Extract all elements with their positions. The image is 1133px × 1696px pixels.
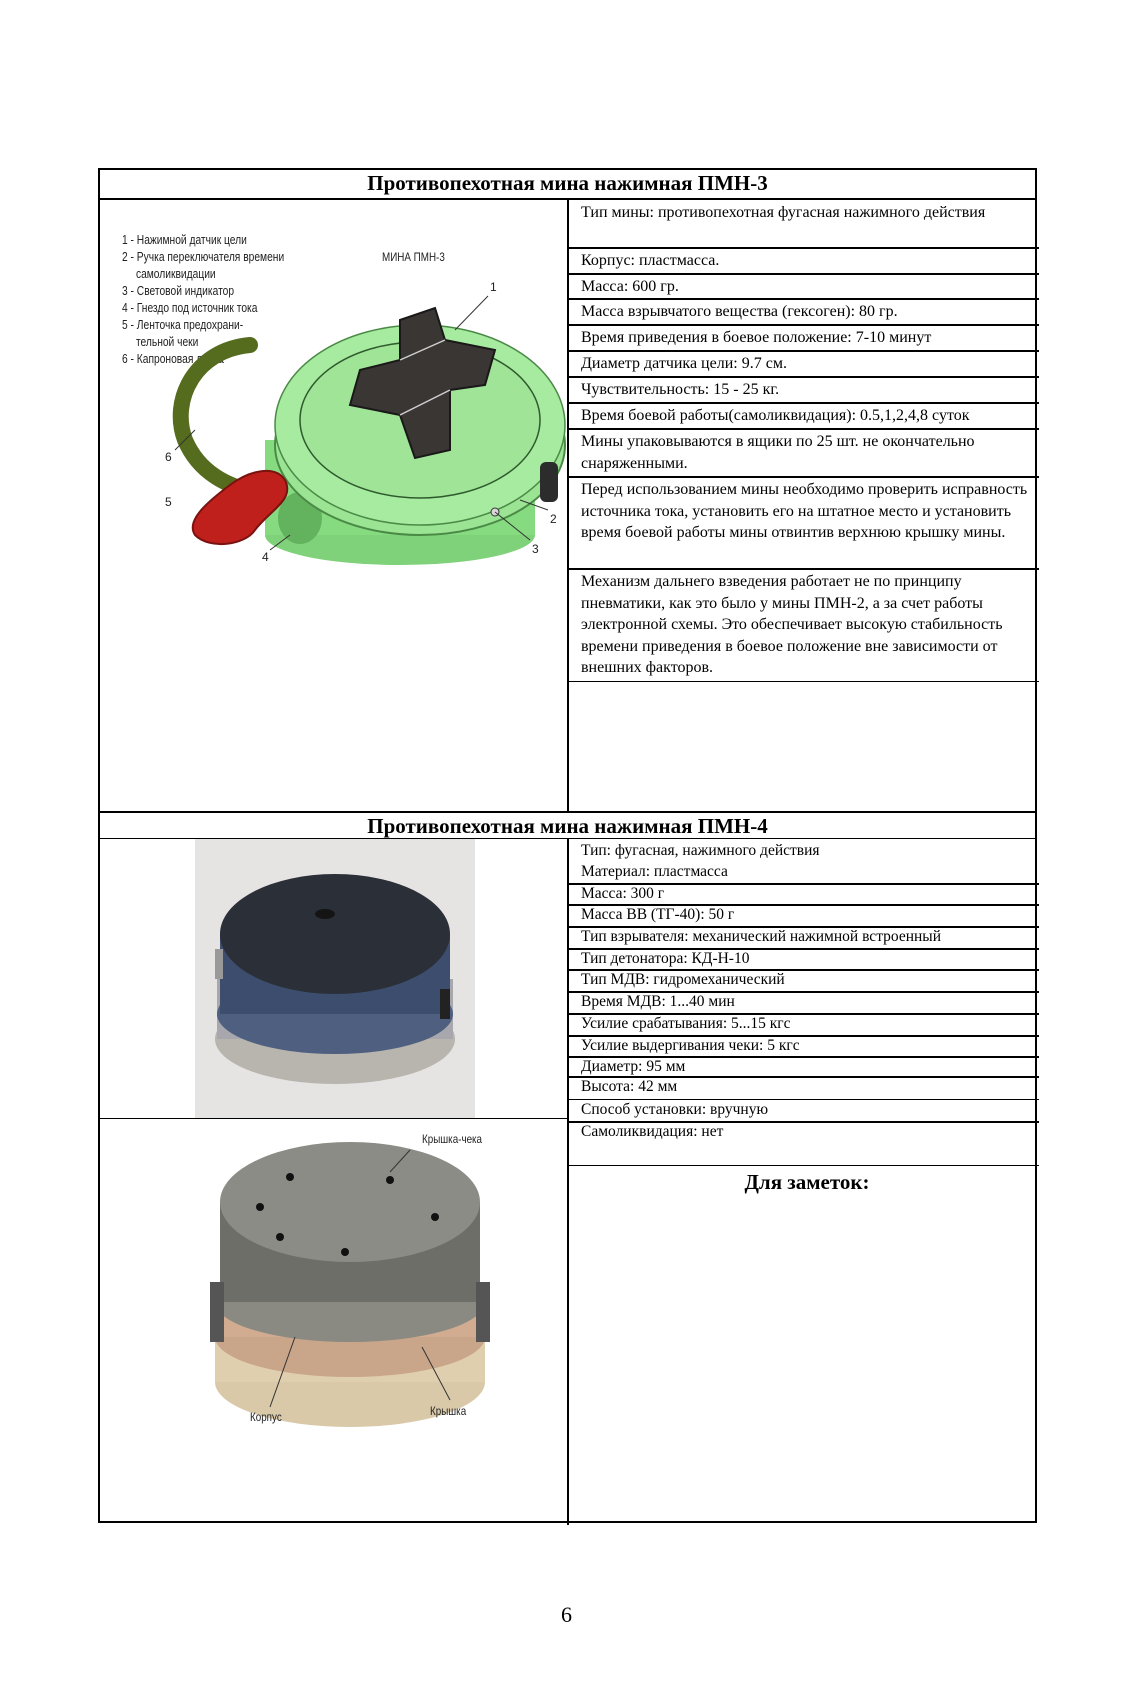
callout-1: 1 xyxy=(490,280,497,294)
pmn3-illustration xyxy=(100,200,566,570)
pmn3-spec-sensor-diameter: Диаметр датчика цели: 9.7 см. xyxy=(581,355,787,372)
row-divider xyxy=(567,376,1039,378)
mine-info-table xyxy=(98,168,1037,1523)
pmn4-spec-height: Высота: 42 мм xyxy=(581,1078,678,1095)
callout-5: 5 xyxy=(165,495,172,509)
pmn4-photo-bottom xyxy=(160,1122,540,1452)
divider xyxy=(100,1118,567,1119)
pmn3-spec-body: Корпус: пластмасса. xyxy=(581,252,720,269)
callout-4: 4 xyxy=(262,550,269,564)
pmn4-spec-detonator: Тип детонатора: КД-Н-10 xyxy=(581,950,750,967)
pmn4-mine-photo xyxy=(195,839,475,1118)
pmn3-legend: 1 - Нажимной датчик цели 2 - Ручка переключателя времени самоликвидации 3 - Световой индикатор 4 - Гнездо под источник тока 5 - Ленточка предохрани- тельной чеки 6 - Капроновая лента xyxy=(122,233,285,366)
pmn3-spec-explosive: Масса взрывчатого вещества (гексоген): 80 гр. xyxy=(581,303,898,320)
pmn3-spec-sensitivity: Чувствительность: 15 - 25 кг. xyxy=(581,381,780,398)
label-body: Корпус xyxy=(250,1410,282,1424)
label-cover-pin: Крышка-чека xyxy=(422,1132,483,1146)
row-divider xyxy=(567,1099,1039,1100)
pmn4-spec-diameter: Диаметр: 95 мм xyxy=(581,1058,686,1075)
pmn4-spec-self-destruct: Самоликвидация: нет xyxy=(581,1123,724,1140)
row-divider xyxy=(567,247,1039,249)
callout-3: 3 xyxy=(532,542,539,556)
notes-area[interactable] xyxy=(569,1200,1035,1520)
row-divider xyxy=(567,568,1039,570)
pmn3-spec-preparation: Перед использованием мины необходимо проверить исправность источника тока, установить его на штатное место и установить время боевой работы мины отвинтив верхнюю крышку мины. xyxy=(581,481,1028,541)
pmn4-spec-mdv-type: Тип МДВ: гидромеханический xyxy=(581,971,785,988)
pmn4-mine-photo-labeled xyxy=(160,1122,540,1452)
label-cover: Крышка xyxy=(430,1404,467,1418)
row-divider xyxy=(567,273,1039,275)
pmn3-mine-drawing xyxy=(100,200,566,570)
pmn4-spec-type: Тип: фугасная, нажимного действия xyxy=(581,842,820,859)
pmn4-title: Противопехотная мина нажимная ПМН-4 xyxy=(367,814,768,838)
pmn3-spec-packing: Мины упаковываются в ящики по 25 шт. не окончательно снаряженными. xyxy=(581,433,975,472)
pmn4-spec-explosive: Масса ВВ (ТГ-40): 50 г xyxy=(581,906,735,923)
row-divider xyxy=(567,428,1039,430)
row-divider xyxy=(567,476,1039,478)
pmn4-spec-pin-force: Усилие выдергивания чеки: 5 кгс xyxy=(581,1037,800,1054)
column-divider xyxy=(567,199,569,812)
pmn3-spec-mass: Масса: 600 гр. xyxy=(581,278,679,295)
row-divider xyxy=(567,681,1039,682)
row-divider xyxy=(567,350,1039,352)
pmn3-title: Противопехотная мина нажимная ПМН-3 xyxy=(367,171,768,195)
pmn4-spec-mass: Масса: 300 г xyxy=(581,885,665,902)
callout-6: 6 xyxy=(165,450,172,464)
notes-title: Для заметок: xyxy=(744,1170,870,1194)
pmn4-spec-mdv-time: Время МДВ: 1...40 мин xyxy=(581,993,735,1010)
pmn4-spec-fuze: Тип взрывателя: механический нажимной встроенный xyxy=(581,928,942,945)
pmn3-spec-type: Тип мины: противопехотная фугасная нажимного действия xyxy=(581,204,986,221)
row-divider xyxy=(567,1165,1039,1166)
row-divider xyxy=(567,402,1039,404)
pmn4-spec-material: Материал: пластмасса xyxy=(581,863,728,880)
pmn3-spec-self-destruct: Время боевой работы(самоликвидация): 0.5,1,2,4,8 суток xyxy=(581,407,970,424)
pmn4-photo-top xyxy=(195,839,475,1118)
page-number: 6 xyxy=(561,1602,572,1627)
row-divider xyxy=(567,298,1039,300)
pmn4-spec-trigger-force: Усилие срабатывания: 5...15 кгс xyxy=(581,1015,791,1032)
pmn3-image-caption: МИНА ПМН-3 xyxy=(382,250,445,264)
pmn3-spec-mechanism: Механизм дальнего взведения работает не по принципу пневматики, как это было у мины ПМН-2, а за счет работы электронной схемы. Это обеспечивает высокую стабильность времени приведения в боевое положение вне зависимости от внешних факторов. xyxy=(581,573,1003,676)
pmn4-spec-install: Способ установки: вручную xyxy=(581,1101,769,1118)
pmn3-spec-arming-time: Время приведения в боевое положение: 7-10 минут xyxy=(581,329,932,346)
row-divider xyxy=(567,324,1039,326)
callout-2: 2 xyxy=(550,512,557,526)
